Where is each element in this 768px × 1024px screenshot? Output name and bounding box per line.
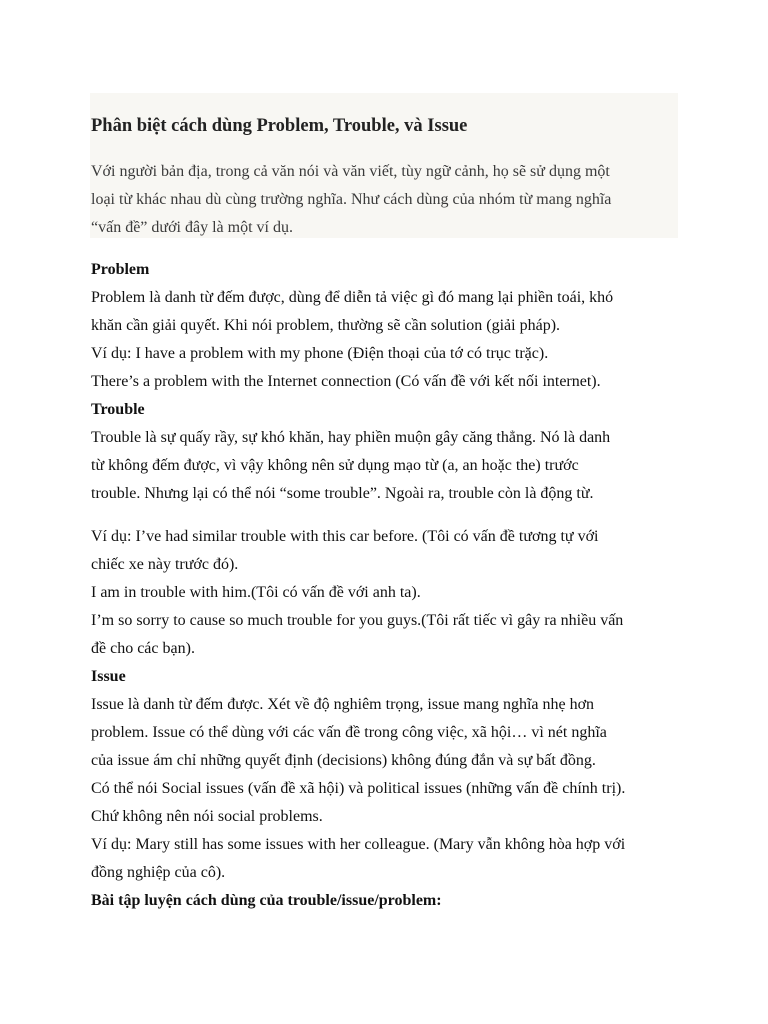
trouble-example-line: I am in trouble with him.(Tôi có vấn đề với anh ta). [91,584,421,601]
problem-heading: Problem [91,261,150,278]
issue-line: của issue ám chỉ những quyết định (decisions) không đúng đắn và sự bất đồng. [91,752,596,769]
article-title: Phân biệt cách dùng Problem, Trouble, và Issue [91,116,468,136]
intro-line: “vấn đề” dưới đây là một ví dụ. [91,219,293,236]
problem-line: Ví dụ: I have a problem with my phone (Điện thoại của tớ có trục trặc). [91,345,549,362]
problem-section [91,256,691,396]
trouble-example-line: đề cho các bạn). [91,640,195,657]
trouble-example-line: Ví dụ: I’ve had similar trouble with this car before. (Tôi có vấn đề tương tự với [91,528,599,545]
exercise-heading: Bài tập luyện cách dùng của trouble/issue/problem: [91,892,442,909]
trouble-line: trouble. Nhưng lại có thể nói “some trouble”. Ngoài ra, trouble còn là động từ. [91,485,594,502]
trouble-section [91,396,691,508]
problem-line: There’s a problem with the Internet connection (Có vấn đề với kết nối internet). [91,373,601,390]
issue-heading: Issue [91,668,126,685]
trouble-example-line: I’m so sorry to cause so much trouble for you guys.(Tôi rất tiếc vì gây ra nhiều vấn [91,612,624,629]
trouble-heading: Trouble [91,401,145,418]
issue-line: Ví dụ: Mary still has some issues with her colleague. (Mary vẫn không hòa hợp với [91,836,626,853]
trouble-line: từ không đếm được, vì vậy không nên sử dụng mạo từ (a, an hoặc the) trước [91,457,579,474]
issue-line: Issue là danh từ đếm được. Xét về độ nghiêm trọng, issue mang nghĩa nhẹ hơn [91,696,595,713]
trouble-examples [91,523,691,663]
issue-line: problem. Issue có thể dùng với các vấn đề trong công việc, xã hội… vì nét nghĩa [91,724,607,741]
issue-line: Có thể nói Social issues (vấn đề xã hội) và political issues (những vấn đề chính trị). [91,780,626,797]
problem-line: khăn cần giải quyết. Khi nói problem, thường sẽ cần solution (giải pháp). [91,317,561,334]
issue-line: Chứ không nên nói social problems. [91,808,323,825]
trouble-line: Trouble là sự quấy rầy, sự khó khăn, hay phiền muộn gây căng thẳng. Nó là danh [91,429,611,446]
issue-line: đồng nghiệp của cô). [91,864,226,881]
intro-line: loại từ khác nhau dù cùng trường nghĩa. Như cách dùng của nhóm từ mang nghĩa [91,191,612,208]
intro-paragraph [91,158,681,242]
problem-line: Problem là danh từ đếm được, dùng để diễn tả việc gì đó mang lại phiền toái, khó [91,289,614,306]
intro-line: Với người bản địa, trong cả văn nói và văn viết, tùy ngữ cảnh, họ sẽ sử dụng một [91,163,610,180]
trouble-example-line: chiếc xe này trước đó). [91,556,239,573]
issue-section [91,663,691,915]
